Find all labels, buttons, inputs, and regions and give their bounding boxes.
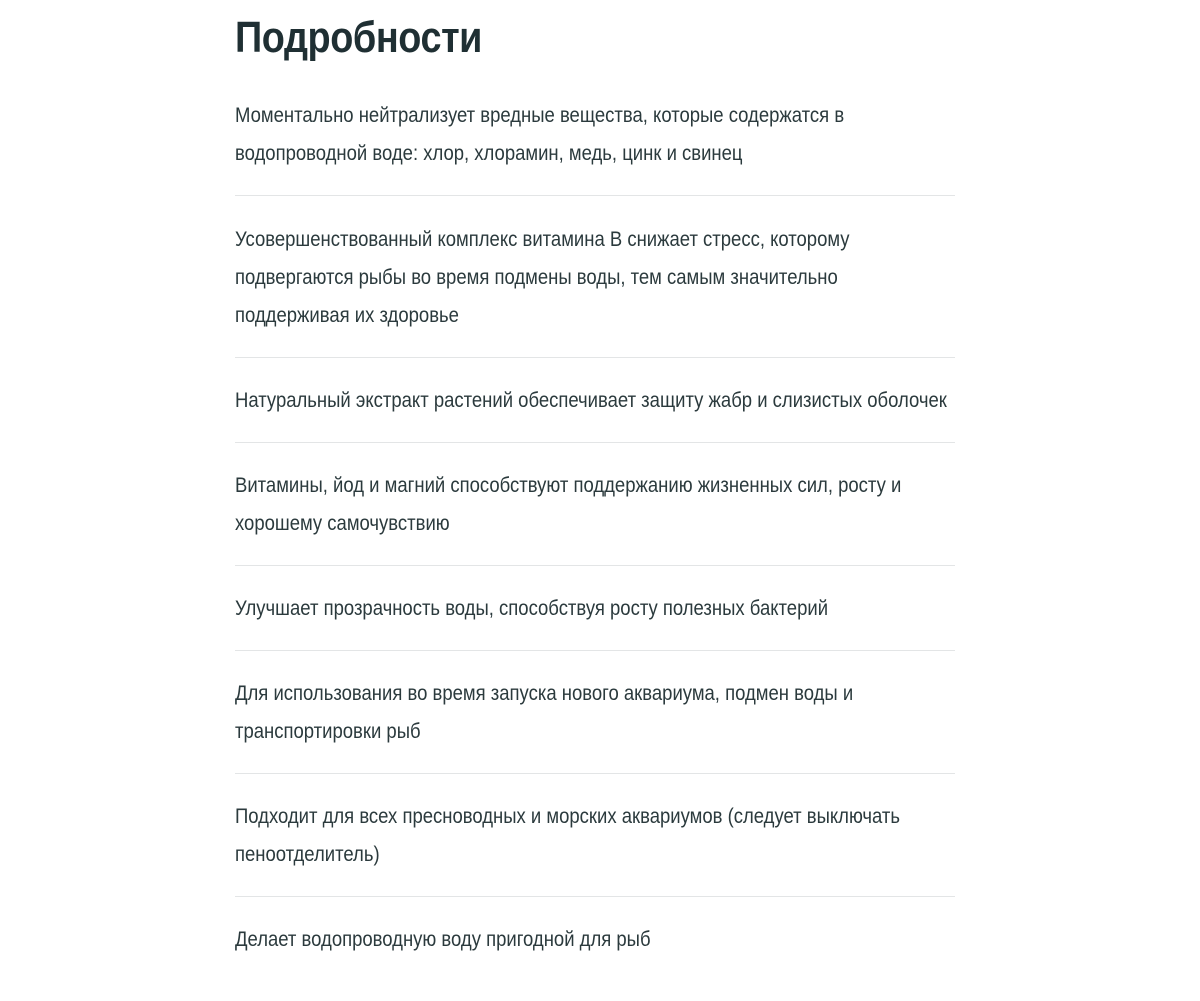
list-item (235, 651, 955, 774)
list-item (235, 443, 955, 566)
section-title: Подробности (235, 13, 483, 62)
list-item-text: Для использования во время запуска нового аквариума, подмен воды и транспортировки рыб (235, 681, 854, 743)
list-item-text: Делает водопроводную воду пригодной для рыб (235, 927, 651, 951)
list-item (235, 358, 955, 443)
list-item (235, 196, 955, 358)
list-item (235, 897, 955, 958)
list-item-text: Улучшает прозрачность воды, способствуя росту полезных бактерий (235, 596, 829, 620)
list-item (235, 96, 955, 196)
list-item-text: Моментально нейтрализует вредные вещества, которые содержатся в водопроводной воде: хлор, хлорамин, медь, цинк и свинец (235, 103, 845, 165)
list-item-text: Витамины, йод и магний способствуют поддержанию жизненных сил, росту и хорошему самочувствию (235, 473, 902, 535)
feature-list (235, 96, 955, 958)
list-item-text: Усовершенствованный комплекс витамина В снижает стресс, которому подвергаются рыбы во время подмены воды, тем самым значительно поддерживая их здоровье (235, 227, 850, 327)
list-item (235, 566, 955, 651)
list-item-text: Подходит для всех пресноводных и морских аквариумов (следует выключать пеноотделитель) (235, 804, 901, 866)
list-item (235, 774, 955, 897)
details-section (235, 0, 955, 958)
list-item-text: Натуральный экстракт растений обеспечивает защиту жабр и слизистых оболочек (235, 388, 947, 412)
